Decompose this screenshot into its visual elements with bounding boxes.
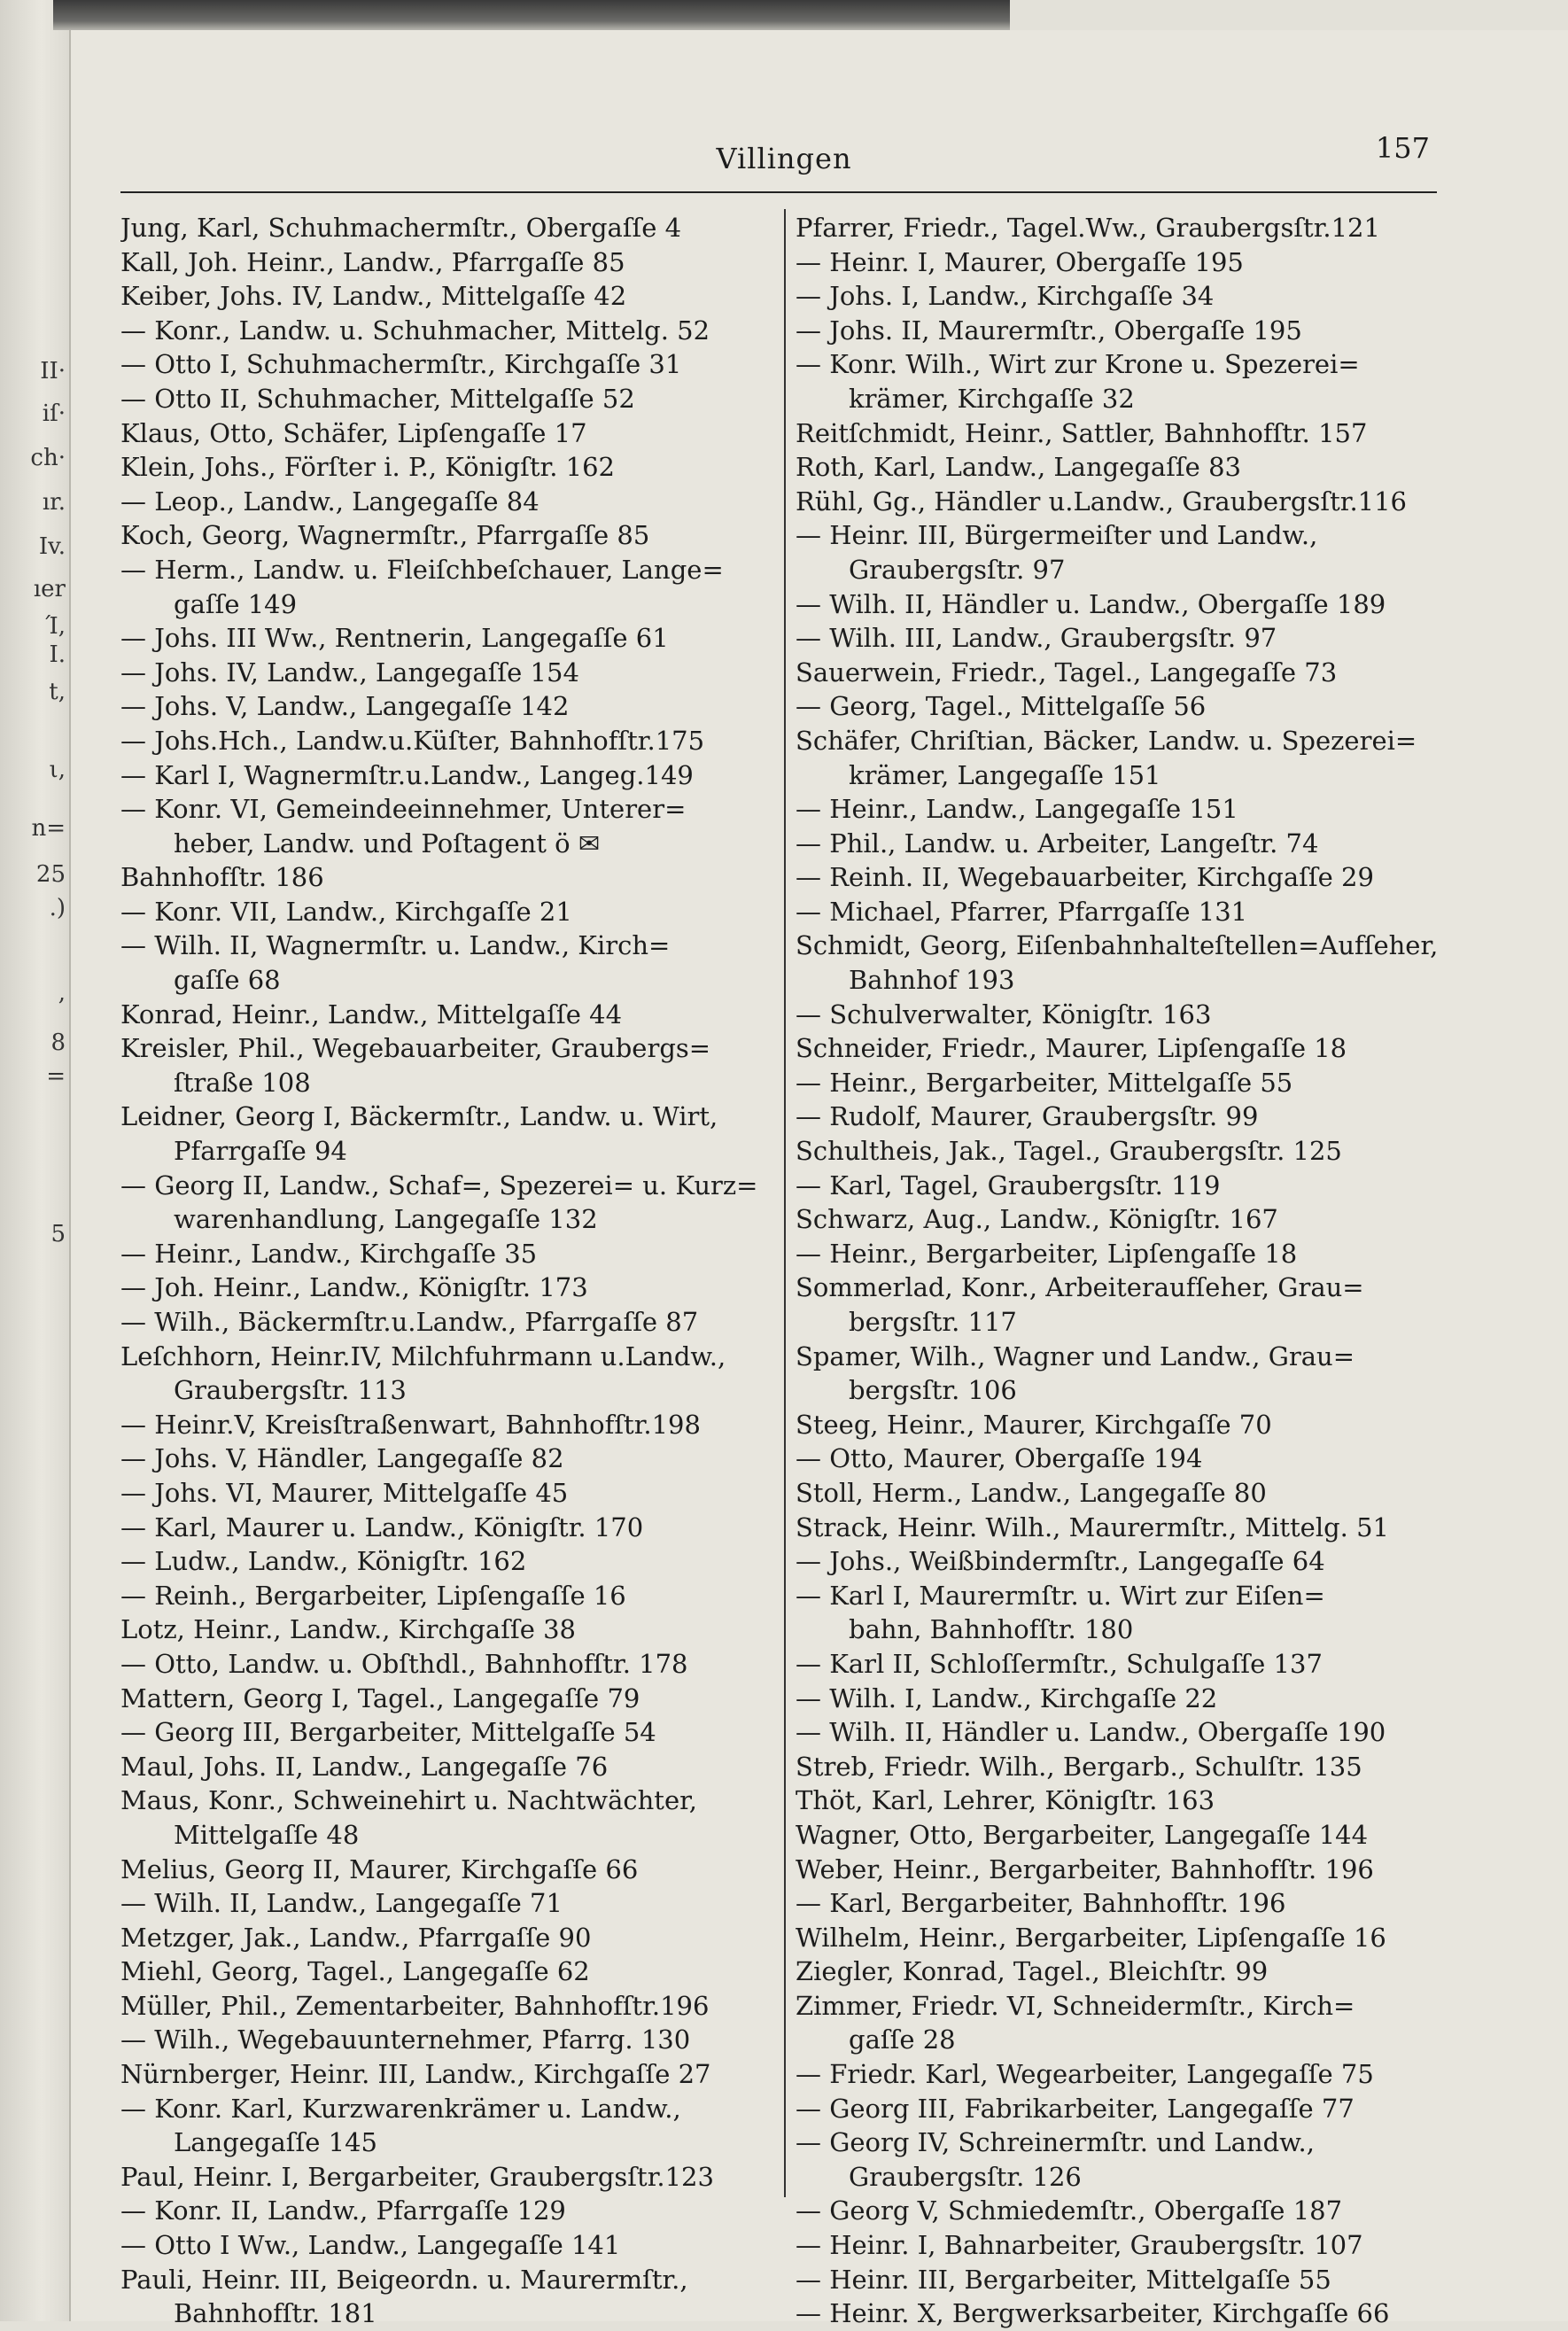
- directory-entry: Streb, Friedr. Wilh., Bergarb., Schulſtr. 135: [796, 1751, 1362, 1782]
- directory-entry: — Wilh. II, Händler u. Landw., Obergaſſe 189: [796, 588, 1386, 619]
- directory-entry: — Wilh. II, Landw., Langegaſſe 71: [120, 1888, 563, 1919]
- directory-entry: Graubergsſtr. 113: [174, 1375, 407, 1406]
- directory-entry: — Karl, Maurer u. Landw., Königſtr. 170: [120, 1511, 644, 1542]
- directory-entry: Konrad, Heinr., Landw., Mittelgaſſe 44: [120, 998, 623, 1030]
- directory-entry: — Otto I Ww., Landw., Langegaſſe 141: [120, 2230, 621, 2261]
- directory-entry: Graubergsſtr. 97: [849, 554, 1066, 585]
- margin-fragment: =: [46, 1063, 66, 1090]
- directory-entry: — Johs. I, Landw., Kirchgaſſe 34: [796, 281, 1215, 312]
- directory-entry: — Johs. V, Händler, Langegaſſe 82: [120, 1443, 564, 1474]
- directory-entry: — Otto, Maurer, Obergaſſe 194: [796, 1443, 1203, 1474]
- directory-entry: — Georg III, Fabrikarbeiter, Langegaſſe 77: [796, 2093, 1355, 2124]
- directory-entry: — Johs., Weißbindermſtr., Langegaſſe 64: [796, 1546, 1325, 1577]
- directory-entry: — Konr. VII, Landw., Kirchgaſſe 21: [120, 896, 572, 927]
- directory-entry: — Johs. VI, Maurer, Mittelgaſſe 45: [120, 1477, 569, 1508]
- directory-entry: — Heinr. III, Bergarbeiter, Mittelgaſſe 55: [796, 2264, 1331, 2295]
- directory-entry: ſtraße 108: [174, 1067, 311, 1098]
- directory-entry: Pauli, Heinr. III, Beigeordn. u. Maurermſtr.,: [120, 2264, 688, 2295]
- directory-entry: — Wilh. III, Landw., Graubergsſtr. 97: [796, 623, 1277, 654]
- directory-entry: Koch, Georg, Wagnermſtr., Pfarrgaſſe 85: [120, 520, 650, 551]
- directory-entry: — Herm., Landw. u. Fleiſchbeſchauer, Lange=: [120, 554, 724, 585]
- directory-entry: Schäfer, Chriſtian, Bäcker, Landw. u. Spezerei=: [796, 725, 1417, 756]
- directory-entry: Pfarrer, Friedr., Tagel.Ww., Graubergsſtr.121: [796, 213, 1380, 243]
- directory-entry: Metzger, Jak., Landw., Pfarrgaſſe 90: [120, 1922, 592, 1953]
- directory-entry: — Georg III, Bergarbeiter, Mittelgaſſe 54: [120, 1717, 656, 1748]
- directory-entry: — Karl I, Wagnermſtr.u.Landw., Langeg.149: [120, 759, 694, 790]
- directory-entry: Lotz, Heinr., Landw., Kirchgaſſe 38: [120, 1614, 576, 1645]
- directory-entry: Wilhelm, Heinr., Bergarbeiter, Lipſengaſſe 16: [796, 1922, 1386, 1953]
- previous-page-fragments: [0, 0, 69, 2321]
- directory-entry: Sommerlad, Konr., Arbeiteraufſeher, Grau=: [796, 1272, 1364, 1303]
- directory-entry: heber, Landw. und Poſtagent ö ✉: [174, 828, 601, 859]
- directory-entry: — Johs. III Ww., Rentnerin, Langegaſſe 61: [120, 623, 669, 654]
- page-number: 157: [1375, 131, 1430, 165]
- directory-entry: Maus, Konr., Schweinehirt u. Nachtwächter,: [120, 1785, 697, 1816]
- directory-entry: — Heinr., Landw., Kirchgaſſe 35: [120, 1238, 538, 1269]
- directory-entry: — Ludw., Landw., Königſtr. 162: [120, 1546, 527, 1577]
- directory-entry: — Wilh., Wegebauunternehmer, Pfarrg. 130: [120, 2024, 691, 2055]
- directory-entry: Reitſchmidt, Heinr., Sattler, Bahnhofſtr. 157: [796, 417, 1368, 448]
- directory-entry: — Wilh., Bäckermſtr.u.Landw., Pfarrgaſſe 87: [120, 1307, 699, 1337]
- directory-entry: krämer, Kirchgaſſe 32: [849, 383, 1135, 414]
- margin-fragment: Ί,: [45, 613, 66, 640]
- directory-entry: — Reinh. II, Wegebauarbeiter, Kirchgaſſe 29: [796, 862, 1374, 893]
- directory-entry: bahn, Bahnhofſtr. 180: [849, 1614, 1134, 1645]
- directory-entry: — Karl, Bergarbeiter, Bahnhofſtr. 196: [796, 1888, 1286, 1919]
- directory-entry: — Otto II, Schuhmacher, Mittelgaſſe 52: [120, 383, 635, 414]
- directory-entry: Leidner, Georg I, Bäckermſtr., Landw. u. Wirt,: [120, 1101, 718, 1132]
- directory-entry: — Konr. Wilh., Wirt zur Krone u. Spezerei=: [796, 349, 1360, 380]
- directory-entry: gaſſe 149: [174, 588, 298, 619]
- directory-entry: — Konr. Karl, Kurzwarenkrämer u. Landw.,: [120, 2093, 681, 2124]
- directory-entry: — Johs. II, Maurermſtr., Obergaſſe 195: [796, 315, 1302, 346]
- directory-entry: Paul, Heinr. I, Bergarbeiter, Graubergsſtr.123: [120, 2161, 714, 2192]
- directory-entry: bergsſtr. 117: [849, 1307, 1017, 1337]
- directory-entry: — Johs. IV, Landw., Langegaſſe 154: [120, 657, 579, 688]
- directory-entry: — Reinh., Bergarbeiter, Lipſengaſſe 16: [120, 1580, 626, 1611]
- margin-fragment: 5: [50, 1221, 66, 1247]
- directory-entry: — Heinr., Landw., Langegaſſe 151: [796, 794, 1238, 825]
- directory-entry: — Wilh. I, Landw., Kirchgaſſe 22: [796, 1682, 1218, 1713]
- margin-fragment: II·: [40, 358, 66, 385]
- directory-entry: Jung, Karl, Schuhmachermſtr., Obergaſſe 4: [120, 213, 682, 243]
- directory-entry: — Friedr. Karl, Wegearbeiter, Langegaſſe 75: [796, 2059, 1374, 2090]
- margin-fragment: ıer: [33, 576, 66, 602]
- directory-entry: — Heinr. I, Maurer, Obergaſſe 195: [796, 246, 1244, 277]
- directory-entry: Wagner, Otto, Bergarbeiter, Langegaſſe 144: [796, 1819, 1369, 1850]
- directory-entry: — Wilh. II, Händler u. Landw., Obergaſſe 190: [796, 1717, 1386, 1748]
- directory-entry: — Konr., Landw. u. Schuhmacher, Mittelg. 52: [120, 315, 710, 346]
- directory-entry: — Otto, Landw. u. Obſthdl., Bahnhofſtr. 178: [120, 1648, 688, 1679]
- directory-entry: Klaus, Otto, Schäfer, Lipſengaſſe 17: [120, 417, 587, 448]
- directory-entry: Kall, Joh. Heinr., Landw., Pfarrgaſſe 85: [120, 246, 625, 277]
- left-column: [120, 211, 776, 2331]
- directory-entry: Bahnhof 193: [849, 965, 1015, 996]
- directory-entry: Müller, Phil., Zementarbeiter, Bahnhofſtr.196: [120, 1990, 710, 2021]
- margin-fragment: 25: [35, 861, 66, 888]
- directory-entry: — Georg II, Landw., Schaf=, Spezerei= u. Kurz=: [120, 1169, 758, 1200]
- margin-fragment: ch·: [30, 445, 66, 471]
- directory-entry: krämer, Langegaſſe 151: [849, 759, 1161, 790]
- directory-entry: Mittelgaſſe 48: [174, 1819, 360, 1850]
- right-column: [796, 211, 1448, 2331]
- directory-entry: Bahnhofſtr. 181: [174, 2298, 377, 2329]
- directory-entry: — Georg, Tagel., Mittelgaſſe 56: [796, 691, 1207, 722]
- margin-fragment: ır.: [42, 489, 66, 516]
- margin-fragment: ι,: [49, 757, 66, 783]
- directory-entry: — Rudolf, Maurer, Graubergsſtr. 99: [796, 1101, 1259, 1132]
- directory-entry: Weber, Heinr., Bergarbeiter, Bahnhofſtr. 196: [796, 1853, 1374, 1884]
- directory-entry: Zimmer, Friedr. VI, Schneidermſtr., Kirch=: [796, 1990, 1355, 2021]
- directory-entry: Graubergsſtr. 126: [849, 2161, 1082, 2192]
- directory-entry: — Phil., Landw. u. Arbeiter, Langeſtr. 74: [796, 828, 1319, 859]
- book-binding-edge: [53, 0, 1010, 30]
- margin-fragment: n=: [31, 815, 66, 842]
- directory-entry: — Konr. VI, Gemeindeeinnehmer, Unterer=: [120, 794, 687, 825]
- directory-entry: Stoll, Herm., Landw., Langegaſſe 80: [796, 1477, 1267, 1508]
- directory-entry: Leſchhorn, Heinr.IV, Milchfuhrmann u.Landw.,: [120, 1340, 726, 1371]
- directory-entry: Rühl, Gg., Händler u.Landw., Graubergsſtr.116: [796, 486, 1408, 517]
- margin-fragment: iſ·: [42, 400, 66, 427]
- directory-entry: — Georg V, Schmiedemſtr., Obergaſſe 187: [796, 2195, 1343, 2226]
- directory-entry: gaſſe 68: [174, 965, 281, 996]
- margin-fragment: Iv.: [38, 533, 66, 560]
- margin-fragment: 8: [50, 1030, 66, 1056]
- directory-entry: — Konr. II, Landw., Pfarrgaſſe 129: [120, 2195, 566, 2226]
- margin-fragment: I.: [49, 641, 66, 668]
- directory-entry: — Otto I, Schuhmachermſtr., Kirchgaſſe 31: [120, 349, 682, 380]
- directory-entry: — Johs. V, Landw., Langegaſſe 142: [120, 691, 570, 722]
- directory-entry: Schneider, Friedr., Maurer, Lipſengaſſe 18: [796, 1033, 1347, 1064]
- directory-entry: — Wilh. II, Wagnermſtr. u. Landw., Kirch=: [120, 930, 671, 961]
- directory-entry: Steeg, Heinr., Maurer, Kirchgaſſe 70: [796, 1409, 1272, 1440]
- directory-entry: Maul, Johs. II, Landw., Langegaſſe 76: [120, 1751, 609, 1782]
- directory-entry: — Karl I, Maurermſtr. u. Wirt zur Eiſen=: [796, 1580, 1325, 1611]
- directory-entry: — Heinr., Bergarbeiter, Lipſengaſſe 18: [796, 1238, 1298, 1269]
- directory-entry: Klein, Johs., Förſter i. P., Königſtr. 162: [120, 452, 615, 483]
- directory-entry: Schmidt, Georg, Eiſenbahnhalteſtellen=Aufſeher,: [796, 930, 1439, 961]
- directory-entry: Strack, Heinr. Wilh., Maurermſtr., Mittelg. 51: [796, 1511, 1390, 1542]
- directory-entry: — Joh. Heinr., Landw., Königſtr. 173: [120, 1272, 588, 1303]
- directory-entry: — Karl, Tagel, Graubergsſtr. 119: [796, 1169, 1221, 1200]
- directory-entry: Ziegler, Konrad, Tagel., Bleichſtr. 99: [796, 1956, 1269, 1987]
- directory-entry: Melius, Georg II, Maurer, Kirchgaſſe 66: [120, 1853, 639, 1884]
- directory-entry: — Leop., Landw., Langegaſſe 84: [120, 486, 539, 517]
- directory-entry: Pfarrgaſſe 94: [174, 1136, 347, 1167]
- directory-entry: Roth, Karl, Landw., Langegaſſe 83: [796, 452, 1241, 483]
- directory-entry: Keiber, Johs. IV, Landw., Mittelgaſſe 42: [120, 281, 627, 312]
- directory-entry: Spamer, Wilh., Wagner und Landw., Grau=: [796, 1340, 1355, 1371]
- running-head: Villingen: [716, 142, 852, 175]
- directory-entry: — Heinr. X, Bergwerksarbeiter, Kirchgaſſe 66: [796, 2298, 1390, 2329]
- directory-entry: Kreisler, Phil., Wegebauarbeiter, Graubergs=: [120, 1033, 711, 1064]
- directory-entry: Miehl, Georg, Tagel., Langegaſſe 62: [120, 1956, 590, 1987]
- directory-entry: Sauerwein, Friedr., Tagel., Langegaſſe 73: [796, 657, 1338, 688]
- directory-entry: — Georg IV, Schreinermſtr. und Landw.,: [796, 2127, 1315, 2158]
- directory-entry: Thöt, Karl, Lehrer, Königſtr. 163: [796, 1785, 1215, 1816]
- directory-entry: bergsſtr. 106: [849, 1375, 1017, 1406]
- directory-entry: Nürnberger, Heinr. III, Landw., Kirchgaſſe 27: [120, 2059, 711, 2090]
- directory-entry: Langegaſſe 145: [174, 2127, 378, 2158]
- directory-entry: — Heinr. III, Bürgermeiſter und Landw.,: [796, 520, 1318, 551]
- header-rule: [120, 191, 1437, 193]
- directory-entry: — Heinr.V, Kreisſtraßenwart, Bahnhofſtr.198: [120, 1409, 701, 1440]
- directory-entry: Mattern, Georg I, Tagel., Langegaſſe 79: [120, 1682, 640, 1713]
- directory-entry: — Heinr., Bergarbeiter, Mittelgaſſe 55: [796, 1067, 1293, 1098]
- margin-fragment: ,: [58, 980, 66, 1006]
- directory-entry: — Michael, Pfarrer, Pfarrgaſſe 131: [796, 896, 1248, 927]
- column-divider: [784, 209, 786, 2197]
- directory-entry: gaſſe 28: [849, 2024, 956, 2055]
- directory-entry: Bahnhofſtr. 186: [120, 862, 324, 893]
- directory-entry: — Karl II, Schloſſermſtr., Schulgaſſe 137: [796, 1648, 1323, 1679]
- margin-fragment: .): [49, 895, 66, 921]
- directory-entry: — Schulverwalter, Königſtr. 163: [796, 998, 1212, 1030]
- directory-entry: Schwarz, Aug., Landw., Königſtr. 167: [796, 1204, 1278, 1235]
- directory-entry: Schultheis, Jak., Tagel., Graubergsſtr. 125: [796, 1136, 1342, 1167]
- directory-entry: warenhandlung, Langegaſſe 132: [174, 1204, 598, 1235]
- directory-entry: — Johs.Hch., Landw.u.Küſter, Bahnhofſtr.175: [120, 725, 705, 756]
- directory-entry: — Heinr. I, Bahnarbeiter, Graubergsſtr. 107: [796, 2230, 1363, 2261]
- margin-fragment: t,: [49, 679, 66, 705]
